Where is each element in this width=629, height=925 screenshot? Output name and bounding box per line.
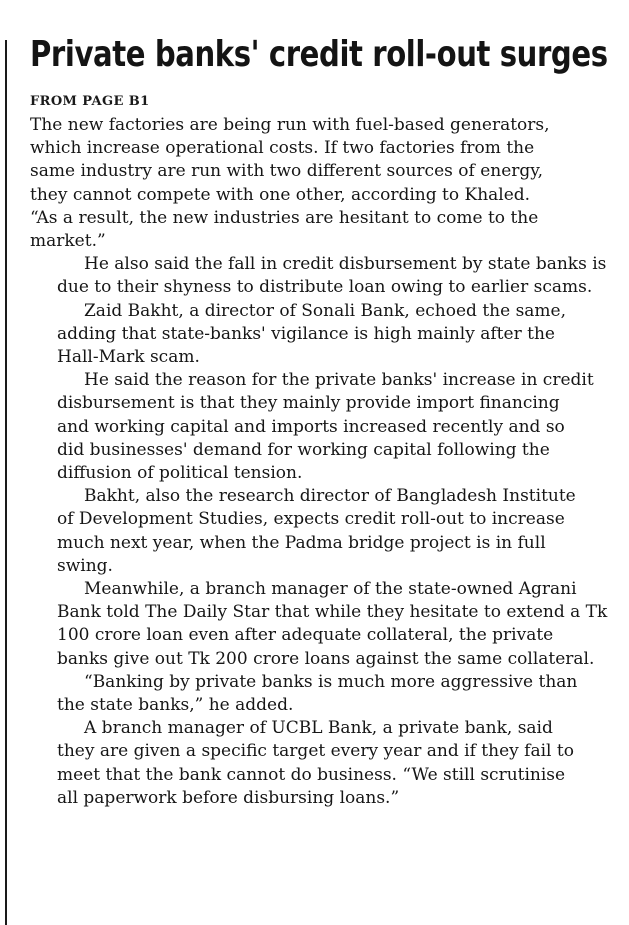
article-paragraph <box>30 369 620 485</box>
article-line: banks give out Tk 200 crore loans against the same collateral. <box>57 648 595 669</box>
article-line: due to their shyness to distribute loan owing to earlier scams. <box>57 277 593 298</box>
article-body <box>30 114 620 810</box>
article-paragraph <box>30 114 620 253</box>
article-line: much next year, when the Padma bridge project is in full <box>57 532 546 553</box>
article-line: Hall-Mark scam. <box>57 347 200 368</box>
article-line: all paperwork before disbursing loans.” <box>57 787 400 808</box>
article-headline: Private banks' credit roll-out surges <box>30 34 608 75</box>
article-line: diffusion of political tension. <box>57 463 303 484</box>
article-line: He also said the fall in credit disbursement by state banks is <box>84 254 607 275</box>
continuation-kicker: FROM PAGE B1 <box>30 94 150 109</box>
article-paragraph <box>30 671 620 717</box>
article-paragraph <box>30 300 620 370</box>
article-line: “Banking by private banks is much more aggressive than <box>84 671 578 692</box>
article-line: they are given a specific target every year and if they fail to <box>57 741 574 762</box>
article-line: Bakht, also the research director of Bangladesh Institute <box>84 486 576 507</box>
article-line: the state banks,” he added. <box>57 695 294 716</box>
article-paragraph <box>30 717 620 810</box>
article-line: and working capital and imports increased recently and so <box>57 416 565 437</box>
article-line: 100 crore loan even after adequate collateral, the private <box>57 625 554 646</box>
article-line: of Development Studies, expects credit roll-out to increase <box>57 509 565 530</box>
article-line: swing. <box>57 555 113 576</box>
article-line: which increase operational costs. If two factories from the <box>30 138 535 159</box>
article-line: A branch manager of UCBL Bank, a private bank, said <box>84 718 553 739</box>
article-line: did businesses' demand for working capital following the <box>57 439 550 460</box>
article-line: Bank told The Daily Star that while they hesitate to extend a Tk <box>57 602 608 623</box>
article-line: same industry are run with two different sources of energy, <box>30 161 544 182</box>
article-paragraph <box>30 578 620 671</box>
article-line: disbursement is that they mainly provide import financing <box>57 393 560 414</box>
article-line: Zaid Bakht, a director of Sonali Bank, echoed the same, <box>84 300 567 321</box>
article-line: He said the reason for the private banks' increase in credit <box>84 370 594 391</box>
column-rule <box>5 40 7 925</box>
article-line: “As a result, the new industries are hesitant to come to the <box>30 207 539 228</box>
article-line: meet that the bank cannot do business. “We still scrutinise <box>57 764 566 785</box>
article-line: adding that state-banks' vigilance is high mainly after the <box>57 323 555 344</box>
article-paragraph <box>30 253 620 299</box>
article-line: Meanwhile, a branch manager of the state-owned Agrani <box>84 579 577 600</box>
article-paragraph <box>30 485 620 578</box>
article-line: The new factories are being run with fuel-based generators, <box>30 115 550 135</box>
article-line: they cannot compete with one other, according to Khaled. <box>30 184 531 205</box>
article-line: market.” <box>30 231 106 252</box>
